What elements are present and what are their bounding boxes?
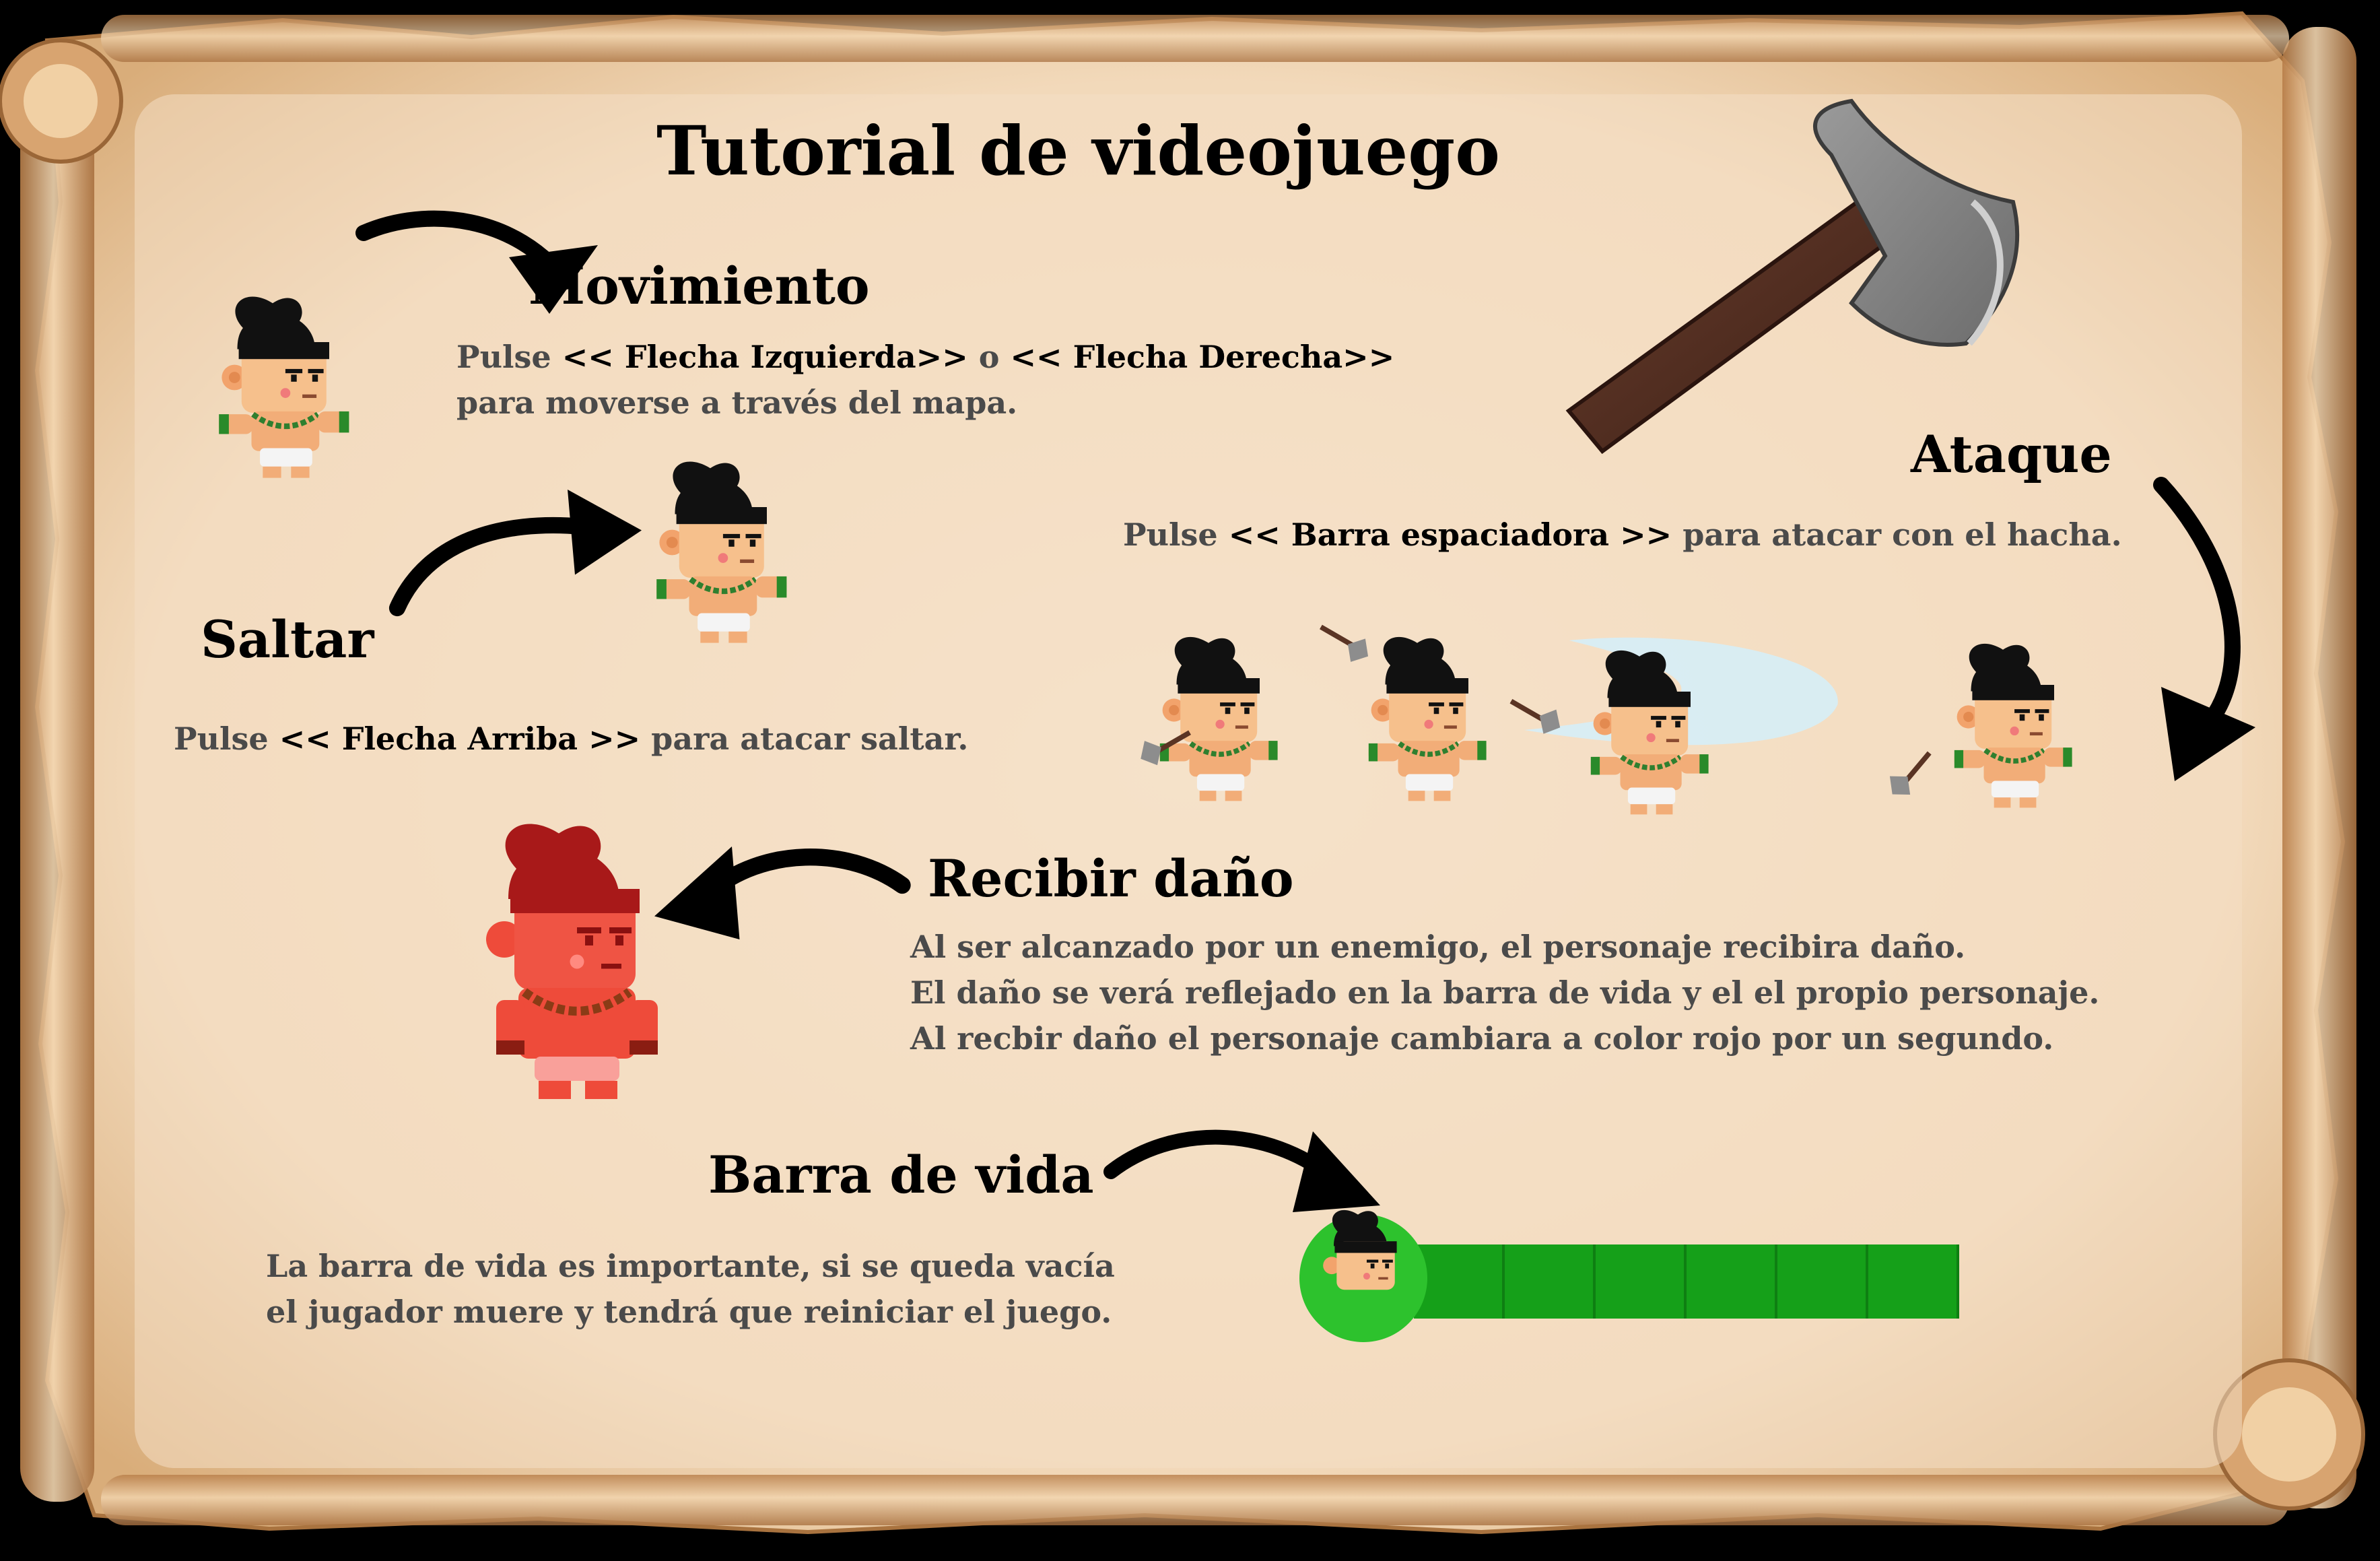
movement-line-1 bbox=[456, 334, 1394, 380]
attack-pre: Pulse bbox=[1123, 517, 1229, 553]
key-right-arrow: << Flecha Derecha>> bbox=[1010, 339, 1395, 375]
movement-line-2: para moverse a través del mapa. bbox=[456, 385, 1018, 421]
health-bar-segment bbox=[1868, 1244, 1957, 1319]
damage-heading: Recibir daño bbox=[928, 849, 1294, 908]
page-title: Tutorial de videojuego bbox=[656, 111, 1500, 191]
jump-heading: Saltar bbox=[201, 609, 374, 669]
health-line-1: La barra de vida es importante, si se queda vacía bbox=[266, 1248, 1115, 1284]
key-up-arrow: << Flecha Arriba >> bbox=[279, 721, 641, 757]
movement-pre: Pulse bbox=[456, 339, 562, 375]
damage-line-3: Al recbir daño el personaje cambiara a color rojo por un segundo. bbox=[910, 1020, 2054, 1057]
movement-heading: Movimiento bbox=[529, 256, 870, 316]
health-bar-segment bbox=[1777, 1244, 1866, 1319]
jump-line bbox=[174, 716, 968, 762]
health-heading: Barra de vida bbox=[708, 1145, 1094, 1205]
key-spacebar: << Barra espaciadora >> bbox=[1228, 517, 1672, 553]
health-bar-segment bbox=[1687, 1244, 1775, 1319]
scroll-roll-top bbox=[101, 15, 2289, 62]
attack-heading: Ataque bbox=[1911, 424, 2112, 484]
health-line-2: el jugador muere y tendrá que reiniciar el juego. bbox=[266, 1294, 1112, 1330]
jump-pre: Pulse bbox=[174, 721, 279, 757]
damage-line-1: Al ser alcanzado por un enemigo, el personaje recibira daño. bbox=[910, 929, 1966, 965]
attack-line bbox=[1123, 512, 2122, 558]
health-bar-segment bbox=[1596, 1244, 1684, 1319]
scroll-roll-bottom bbox=[101, 1475, 2289, 1525]
key-left-arrow: << Flecha Izquierda>> bbox=[562, 339, 968, 375]
damage-line-2: El daño se verá reflejado en la barra de vida y el el propio personaje. bbox=[910, 974, 2100, 1011]
movement-mid: o bbox=[967, 339, 1011, 375]
jump-post: para atacar saltar. bbox=[640, 721, 969, 757]
health-bar-segment bbox=[1505, 1244, 1593, 1319]
scroll-roll-left bbox=[20, 54, 94, 1502]
attack-post: para atacar con el hacha. bbox=[1672, 517, 2122, 553]
scroll-roll-right bbox=[2282, 27, 2356, 1508]
